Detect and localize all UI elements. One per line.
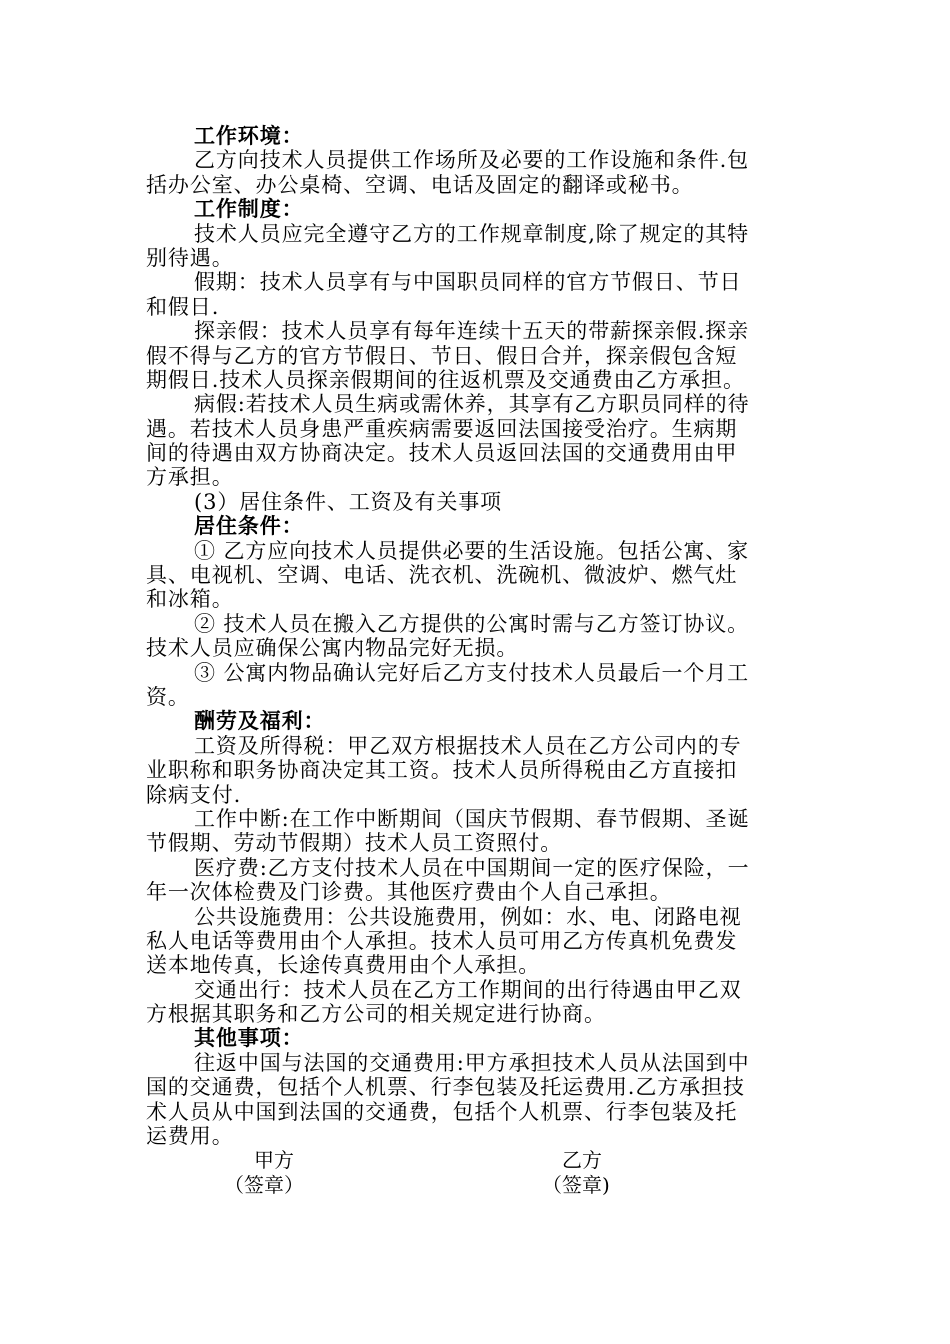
paragraph-line: 运费用。 (146, 1124, 234, 1149)
paragraph-line: 术人员从中国到法国的交通费，包括个人机票、行李包装及托 (146, 1099, 738, 1124)
paragraph-line: 年一次体检费及门诊费。其他医疗费由个人自己承担。 (146, 880, 672, 905)
paragraph-line: 资。 (146, 684, 190, 709)
paragraph-line: (3）居住条件、工资及有关事项 (194, 489, 503, 514)
party-b-seal: （签章) (542, 1172, 610, 1197)
paragraph-line: 方根据其职务和乙方公司的相关规定进行协商。 (146, 1002, 606, 1027)
paragraph-line: ③ 公寓内物品确认完好后乙方支付技术人员最后一个月工 (194, 660, 750, 685)
section-heading: 工作环境： (194, 123, 304, 148)
paragraph-line: 私人电话等费用由个人承担。技术人员可用乙方传真机免费发 (146, 928, 738, 953)
paragraph-line: 工作中断:在工作中断期间（国庆节假期、春节假期、圣诞 (194, 806, 750, 831)
signature-seal-row (146, 1173, 806, 1197)
paragraph-line: 国的交通费，包括个人机票、行李包装及托运费用.乙方承担技 (146, 1075, 745, 1100)
paragraph-line: 和冰箱。 (146, 587, 234, 612)
paragraph-line: 公共设施费用：公共设施费用，例如：水、电、闭路电视 (194, 904, 742, 929)
paragraph-line: 期假日.技术人员探亲假期间的往返机票及交通费由乙方承担。 (146, 367, 745, 392)
paragraph-line: 业职称和职务协商决定其工资。技术人员所得税由乙方直接扣 (146, 758, 738, 783)
paragraph-line: 病假:若技术人员生病或需休养，其享有乙方职员同样的待 (194, 392, 750, 417)
party-a-seal: （签章） (224, 1172, 304, 1197)
paragraph-line: 技术人员应完全遵守乙方的工作规章制度,除了规定的其特 (194, 221, 750, 246)
paragraph-line: 除病支付. (146, 782, 242, 807)
text-lines (146, 124, 806, 1148)
paragraph-line: 和假日. (146, 294, 220, 319)
paragraph-line: 别待遇。 (146, 245, 234, 270)
paragraph-line: 往返中国与法国的交通费用:甲方承担技术人员从法国到中 (194, 1050, 750, 1075)
paragraph-line: 工资及所得税：甲乙双方根据技术人员在乙方公司内的专 (194, 733, 742, 758)
paragraph-line: 方承担。 (146, 465, 234, 490)
paragraph-line: 括办公室、办公桌椅、空调、电话及固定的翻译或秘书。 (146, 172, 694, 197)
paragraph-line: 技术人员应确保公寓内物品完好无损。 (146, 636, 519, 661)
party-b-label: 乙方 (562, 1148, 602, 1173)
section-heading: 工作制度： (194, 196, 304, 222)
paragraph-line: 交通出行：技术人员在乙方工作期间的出行待遇由甲乙双 (194, 977, 742, 1002)
paragraph-line: 乙方向技术人员提供工作场所及必要的工作设施和条件.包 (194, 148, 750, 173)
section-heading: 居住条件： (194, 513, 304, 539)
paragraph-line: 送本地传真，长途传真费用由个人承担。 (146, 953, 541, 978)
paragraph-line: 遇。若技术人员身患严重疾病需要返回法国接受治疗。生病期 (146, 416, 738, 441)
paragraph-line: 节假期、劳动节假期）技术人员工资照付。 (146, 831, 563, 856)
signature-party-row (146, 1148, 806, 1172)
section-heading: 其他事项： (194, 1025, 304, 1051)
paragraph-line: 假期：技术人员享有与中国职员同样的官方节假日、节日 (194, 270, 742, 295)
section-heading: 酬劳及福利： (194, 708, 326, 734)
paragraph-line: 假不得与乙方的官方节假日、节日、假日合并，探亲假包含短 (146, 343, 738, 368)
paragraph-line: ② 技术人员在搬入乙方提供的公寓时需与乙方签订协议。 (194, 611, 750, 636)
paragraph-line: ① 乙方应向技术人员提供必要的生活设施。包括公寓、家 (194, 538, 750, 563)
paragraph-line: 医疗费:乙方支付技术人员在中国期间一定的医疗保险，一 (194, 855, 750, 880)
paragraph-line: 探亲假：技术人员享有每年连续十五天的带薪探亲假.探亲 (194, 319, 750, 344)
paragraph-line: 具、电视机、空调、电话、洗衣机、洗碗机、微波炉、燃气灶 (146, 563, 738, 588)
party-a-label: 甲方 (254, 1148, 294, 1173)
document-body (146, 124, 806, 1197)
paragraph-line: 间的待遇由双方协商决定。技术人员返回法国的交通费用由甲 (146, 441, 738, 466)
